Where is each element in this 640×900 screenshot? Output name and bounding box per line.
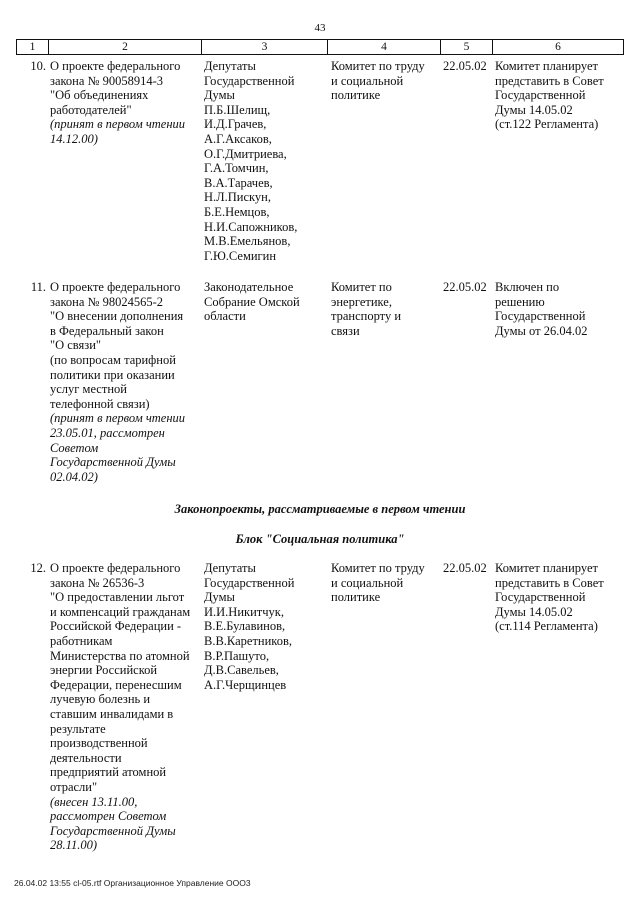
author-line: области [204,309,246,324]
column-number-6: 6 [555,41,561,53]
author-line: Думы [204,88,235,103]
note-line: Включен по [495,280,560,294]
title-line: результате [50,721,106,736]
author-line: М.В.Емельянов, [204,234,291,249]
bill-date: 22.05.02 [443,59,487,73]
bill-title [50,561,200,853]
title-line: производственной [50,736,148,751]
committee-line: транспорту и [331,309,402,324]
column-number-2: 2 [49,40,202,54]
title-status-line: рассмотрен Советом [50,809,167,824]
author-line: В.А.Тарачев, [204,175,273,190]
title-status-line: (принят в первом чтении [50,411,186,426]
note-line: (ст.114 Регламента) [495,619,598,634]
bill-note [495,561,630,634]
note-line: Государственной [495,590,586,605]
author-line: В.Е.Булавинов, [204,619,286,634]
author-line: Государственной [204,73,295,88]
title-line: лучевую болезнь и [50,692,151,707]
row-number: 11. [30,280,46,294]
title-line: энергии Российской [50,663,158,678]
author-line: Д.В.Савельев, [204,663,279,678]
title-status-line: 23.05.01, рассмотрен [50,425,165,440]
section-heading: Законопроекты, рассматриваемые в первом чтении [174,502,466,516]
title-status-line: 02.04.02) [50,469,98,484]
title-line: "Об объединениях [50,88,149,103]
bill-date: 22.05.02 [443,561,487,575]
note-line: (ст.122 Регламента) [495,117,599,132]
bill-note [495,280,630,338]
bill-note [495,59,630,132]
author-line: П.Б.Шелищ, [204,102,271,117]
title-line: закона № 90058914-3 [50,73,164,88]
author-line: И.Д.Грачев, [204,117,267,132]
bill-authors [204,561,326,692]
column-number-3: 3 [202,40,328,54]
bill-committee [331,280,441,338]
note-line: представить в Совет [495,575,604,590]
author-line: В.Р.Пашуто, [204,648,270,663]
title-status-line: 14.12.00) [50,131,98,146]
author-line: Собрание Омской [204,294,300,309]
note-line: представить в Совет [495,73,604,88]
title-status-line: Советом [50,440,99,455]
committee-line: энергетике, [331,294,392,309]
title-status-line: (внесен 13.11.00, [50,794,138,809]
column-number-1: 1 [17,40,49,54]
title-line: (по вопросам тарифной [50,352,176,367]
committee-line: политике [331,590,381,605]
author-line: И.И.Никитчук, [204,604,284,619]
print-footer: 26.04.02 13:55 cl-05.rtf Организационное Управление ООО3 [14,878,251,888]
author-line: О.Г.Дмитриева, [204,146,287,161]
row-number: 10. [30,59,46,73]
committee-line: Комитет по труду [331,59,425,73]
author-line: Думы [204,590,235,605]
bill-title [50,59,200,147]
committee-line: Комитет по [331,280,392,294]
title-line: работникам [50,633,113,648]
author-line: Г.Ю.Семигин [204,248,277,263]
committee-line: связи [331,323,360,338]
title-line: предприятий атомной [50,765,167,780]
committee-line: политике [331,88,381,103]
title-line: "О внесении дополнения [50,309,184,324]
author-line: В.В.Каретников, [204,633,293,648]
title-status-line: Государственной Думы [50,823,176,838]
column-number-4: 4 [328,40,441,54]
title-line: Федерации, перенесшим [50,677,182,692]
author-line: Законодательное [204,280,294,294]
title-line: Российской Федерации - [50,619,182,634]
author-line: Депутаты [204,59,256,73]
table-column-header [16,39,624,55]
author-line: Н.Л.Пискун, [204,190,271,205]
title-line: деятельности [50,750,122,765]
author-line: Депутаты [204,561,256,575]
bill-committee [331,59,441,103]
title-line: телефонной связи) [50,396,150,411]
committee-line: и социальной [331,73,404,88]
title-line: работодателей" [50,102,132,117]
author-line: Б.Е.Немцов, [204,204,270,219]
note-line: Комитет планирует [495,59,598,73]
page-number: 43 [314,22,326,34]
bill-authors [204,59,326,263]
title-line: "О предоставлении льгот [50,590,185,605]
note-line: Думы 14.05.02 [495,604,573,619]
title-status-line: (принят в первом чтении [50,117,186,132]
committee-line: и социальной [331,575,404,590]
note-line: Думы 14.05.02 [495,102,573,117]
bill-title [50,280,200,484]
note-line: Думы от 26.04.02 [495,323,588,338]
title-line: услуг местной [50,382,127,397]
note-line: Государственной [495,309,586,324]
author-line: Н.И.Сапожников, [204,219,298,234]
note-line: решению [495,294,545,309]
title-status-line: Государственной Думы [50,455,176,470]
title-line: в Федеральный закон [50,323,164,338]
title-line: О проекте федерального [50,59,181,73]
block-heading: Блок "Социальная политика" [235,532,405,546]
title-line: О проекте федерального [50,561,181,575]
title-line: ставшим инвалидами в [50,706,174,721]
title-line: Министерства по атомной [50,648,190,663]
author-line: А.Г.Черщинцев [204,677,287,692]
committee-line: Комитет по труду [331,561,425,575]
title-line: отрасли" [50,779,98,794]
author-line: Г.А.Томчин, [204,161,269,176]
bill-authors [204,280,326,324]
bill-committee [331,561,441,605]
column-number-5: 5 [441,40,493,54]
title-line: политики при оказании [50,367,175,382]
row-number: 12. [30,561,46,575]
bill-date: 22.05.02 [443,280,487,294]
author-line: Государственной [204,575,295,590]
title-line: закона № 26536-3 [50,575,145,590]
title-status-line: 28.11.00) [50,838,97,853]
title-line: О проекте федерального [50,280,181,294]
note-line: Государственной [495,88,586,103]
title-line: "О связи" [50,338,102,353]
author-line: А.Г.Аксаков, [204,131,272,146]
title-line: закона № 98024565-2 [50,294,164,309]
note-line: Комитет планирует [495,561,598,575]
title-line: и компенсаций гражданам [50,604,191,619]
